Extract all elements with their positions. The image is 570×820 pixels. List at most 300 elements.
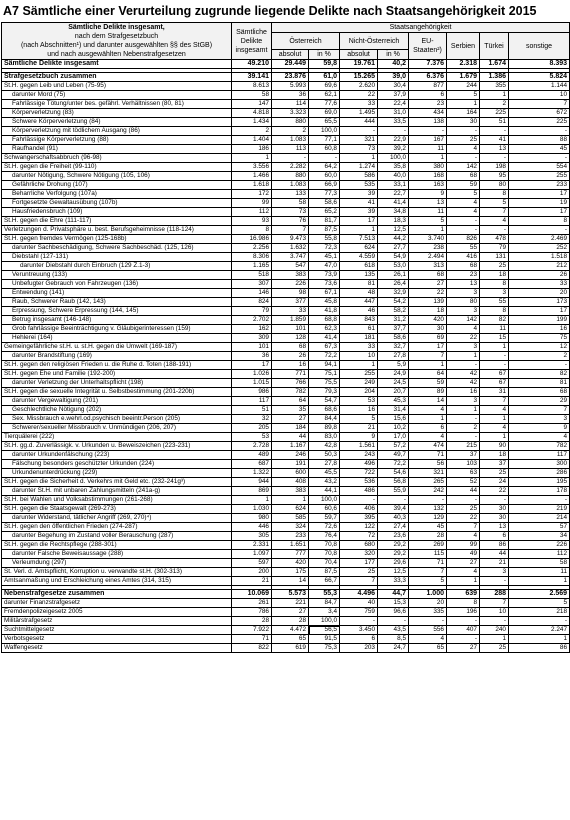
cell-value: 7: [447, 523, 480, 532]
cell-value: 226: [272, 280, 309, 289]
cell-value: 238: [409, 244, 447, 253]
cell-value: 69,0: [309, 109, 340, 118]
cell-value: 556: [409, 626, 447, 635]
cell-value: -: [480, 496, 509, 505]
cell-value: 20: [509, 289, 570, 298]
row-label: Strafgesetzbuch zusammen: [2, 73, 232, 82]
table-row: [2, 608, 570, 617]
header-serbia: Serbien: [447, 33, 480, 60]
cell-value: 8: [480, 280, 509, 289]
cell-value: -: [447, 361, 480, 370]
cell-value: 29,2: [378, 550, 409, 559]
cell-value: 447: [340, 298, 378, 307]
cell-value: 261: [232, 599, 272, 608]
cell-value: -: [480, 352, 509, 361]
cell-value: 47,0: [309, 262, 340, 271]
cell-value: 4: [409, 635, 447, 644]
cell-value: 7: [409, 352, 447, 361]
table-row: [2, 379, 570, 388]
cell-value: 68: [509, 388, 570, 397]
cell-value: 22: [340, 91, 378, 100]
cell-value: 226: [509, 541, 570, 550]
cell-value: 1.030: [232, 505, 272, 514]
cell-value: 129: [409, 514, 447, 523]
cell-value: 13: [409, 199, 447, 208]
cell-value: 24,5: [378, 379, 409, 388]
cell-value: 39: [340, 190, 378, 199]
cell-value: 178: [509, 487, 570, 496]
row-label: Entwendung (141): [2, 289, 232, 298]
row-label: Verleumdung (297): [2, 559, 232, 568]
cell-value: 446: [232, 523, 272, 532]
cell-value: 79,3: [309, 388, 340, 397]
cell-value: 86: [509, 644, 570, 653]
cell-value: 184: [272, 424, 309, 433]
row-label: St.H. gegen Leib und Leben (75-95): [2, 82, 232, 91]
cell-value: 59: [409, 379, 447, 388]
cell-value: 73,6: [309, 280, 340, 289]
cell-value: 25: [480, 469, 509, 478]
cell-value: 73: [272, 208, 309, 217]
row-label: darunter Mord (75): [2, 91, 232, 100]
cell-value: 84,7: [309, 599, 340, 608]
table-row: [2, 577, 570, 586]
cell-value: 618: [340, 262, 378, 271]
cell-value: 944: [232, 478, 272, 487]
cell-value: 34: [509, 532, 570, 541]
table-row: [2, 352, 570, 361]
cell-value: 214: [509, 514, 570, 523]
cell-value: 73: [340, 145, 378, 154]
row-label: Raufhandel (91): [2, 145, 232, 154]
cell-value: 90: [480, 442, 509, 451]
row-label: Tierquälerei (222): [2, 433, 232, 442]
cell-value: 225: [509, 118, 570, 127]
cell-value: 624: [340, 244, 378, 253]
cell-value: 29: [509, 397, 570, 406]
cell-value: 9: [509, 424, 570, 433]
cell-value: 3: [480, 289, 509, 298]
table-body: [2, 60, 570, 653]
cell-value: -: [447, 415, 480, 424]
row-label: darunter Vergewaltigung (201): [2, 397, 232, 406]
table-row: [2, 370, 570, 379]
cell-value: 1.561: [340, 442, 378, 451]
row-label: darunter Diebstahl durch Einbruch (129 Z.1-3): [2, 262, 232, 271]
cell-value: 27,7: [378, 244, 409, 253]
row-label: Verletzungen d. Privatsphäre u. best. Berufsgeheimnisse (118-124): [2, 226, 232, 235]
cell-value: 42: [447, 370, 480, 379]
header-austria: Österreich: [272, 33, 340, 50]
cell-value: 1: [480, 635, 509, 644]
table-row: [2, 91, 570, 100]
cell-value: 35,8: [378, 163, 409, 172]
cell-value: 65: [272, 635, 309, 644]
cell-value: 65: [409, 644, 447, 653]
table-row: [2, 208, 570, 217]
cell-value: 1.859: [272, 316, 309, 325]
cell-value: 489: [232, 451, 272, 460]
table-row: [2, 136, 570, 145]
cell-value: 11: [509, 568, 570, 577]
table-row: [2, 590, 570, 599]
cell-value: 18: [480, 451, 509, 460]
row-label: Erpressung, Schwere Erpressung (144, 145): [2, 307, 232, 316]
cell-value: 77,6: [309, 100, 340, 109]
header-line-3: (nach Abschnitten¹) und darunter ausgewählten §§ des StGB): [20, 42, 213, 49]
cell-value: 198: [480, 163, 509, 172]
header-non-austria-percent: in %: [378, 50, 409, 60]
cell-value: 486: [340, 487, 378, 496]
cell-value: 17: [409, 343, 447, 352]
cell-value: 255: [340, 370, 378, 379]
cell-value: 420: [272, 559, 309, 568]
cell-value: 8.393: [509, 60, 570, 69]
cell-value: 96,6: [378, 608, 409, 617]
cell-value: 45,1: [309, 253, 340, 262]
cell-value: 67: [480, 379, 509, 388]
cell-value: 30: [480, 505, 509, 514]
cell-value: 1: [509, 577, 570, 586]
cell-value: -: [509, 496, 570, 505]
cell-value: 21: [232, 577, 272, 586]
cell-value: 131: [480, 253, 509, 262]
cell-value: 14: [272, 577, 309, 586]
table-row: [2, 190, 570, 199]
cell-value: 1: [232, 154, 272, 163]
cell-value: 45: [409, 523, 447, 532]
cell-value: 5: [409, 217, 447, 226]
cell-value: 33,5: [378, 118, 409, 127]
row-label: Schwerer/sexueller Missbrauch v. Unmündigen (206, 207): [2, 424, 232, 433]
cell-value: 54,9: [378, 253, 409, 262]
cell-value: 10,2: [378, 424, 409, 433]
cell-value: 1: [272, 496, 309, 505]
cell-value: 142: [447, 316, 480, 325]
cell-value: 114: [272, 100, 309, 109]
cell-value: 8,5: [378, 635, 409, 644]
table-row: [2, 82, 570, 91]
cell-value: 1.386: [480, 73, 509, 82]
cell-value: 81: [509, 379, 570, 388]
row-label: Veruntreuung (133): [2, 271, 232, 280]
cell-value: 3: [447, 397, 480, 406]
cell-value: 135: [340, 271, 378, 280]
cell-value: 64,2: [309, 163, 340, 172]
cell-value: 62,3: [309, 325, 340, 334]
cell-value: 1.097: [232, 550, 272, 559]
cell-value: 30: [409, 325, 447, 334]
row-label: St.H. gegen die Sicherheit d. Verkehrs mit Geld etc. (232-241g³): [2, 478, 232, 487]
cell-value: 242: [409, 487, 447, 496]
cell-value: 42,8: [309, 442, 340, 451]
cell-value: 880: [272, 118, 309, 127]
cell-value: 6: [340, 635, 378, 644]
cell-value: 324: [272, 523, 309, 532]
row-label: darunter Widerstand, tätlicher Angriff (269, 270)⁴): [2, 514, 232, 523]
cell-value: 67,1: [309, 289, 340, 298]
cell-value: 36: [232, 352, 272, 361]
row-label: darunter St.H. mit unbaren Zahlungsmitteln (241a-g): [2, 487, 232, 496]
row-label: Beharrliche Verfolgung (107a): [2, 190, 232, 199]
cell-value: 54,7: [309, 397, 340, 406]
header-line-2: nach dem Strafgesetzbuch: [74, 33, 159, 40]
cell-value: 75,5: [309, 379, 340, 388]
cell-value: 16: [272, 361, 309, 370]
cell-value: 58: [272, 199, 309, 208]
cell-value: 75,1: [309, 370, 340, 379]
cell-value: 44: [447, 487, 480, 496]
row-label: Verbotsgesetz: [2, 635, 232, 644]
cell-value: 15.265: [340, 73, 378, 82]
cell-value: 3,4: [309, 608, 340, 617]
cell-value: 22,9: [378, 136, 409, 145]
cell-value: 15,6: [378, 415, 409, 424]
row-label: St.H. gegen den öffentlichen Frieden (274-287): [2, 523, 232, 532]
table-row: [2, 316, 570, 325]
table-row: [2, 541, 570, 550]
cell-value: 4: [447, 199, 480, 208]
cell-value: 4: [480, 424, 509, 433]
cell-value: 45: [509, 145, 570, 154]
cell-value: 4: [447, 208, 480, 217]
cell-value: 32: [232, 415, 272, 424]
cell-value: 27,4: [378, 523, 409, 532]
cell-value: 37,7: [378, 325, 409, 334]
cell-value: 55: [447, 244, 480, 253]
cell-value: 40,3: [378, 514, 409, 523]
cell-value: 37,9: [378, 91, 409, 100]
cell-value: -: [309, 154, 340, 163]
cell-value: 18,3: [378, 217, 409, 226]
table-row: [2, 154, 570, 163]
cell-value: 5: [447, 91, 480, 100]
cell-value: 5,9: [378, 361, 409, 370]
cell-value: 205: [232, 424, 272, 433]
cell-value: 307: [232, 280, 272, 289]
cell-value: 23: [409, 100, 447, 109]
row-label: St.H. gegen Ehe und Familie (192-200): [2, 370, 232, 379]
cell-value: 29,6: [378, 559, 409, 568]
cell-value: 3: [480, 568, 509, 577]
cell-value: 1: [232, 496, 272, 505]
cell-value: 58,6: [378, 334, 409, 343]
cell-value: 286: [509, 469, 570, 478]
cell-value: 395: [340, 514, 378, 523]
cell-value: 31,0: [378, 109, 409, 118]
cell-value: 186: [232, 145, 272, 154]
cell-value: 1.618: [232, 181, 272, 190]
cell-value: 869: [232, 487, 272, 496]
row-label: darunter Begehung im Zustand voller Berauschung (287): [2, 532, 232, 541]
cell-value: 88: [509, 136, 570, 145]
table-row: [2, 226, 570, 235]
table-row: [2, 343, 570, 352]
cell-value: 67,3: [309, 343, 340, 352]
header-nationality: Staatsangehörigkeit: [272, 23, 570, 33]
row-label: Grob fahrlässige Beeinträchtigung v. Gläubigerinteressen (159): [2, 325, 232, 334]
table-row: [2, 424, 570, 433]
cell-value: 55,8: [309, 235, 340, 244]
table-row: [2, 217, 570, 226]
cell-value: 27,8: [309, 460, 340, 469]
row-label: Fahrlässige Körperverletzung (88): [2, 136, 232, 145]
cell-value: 41,4: [309, 334, 340, 343]
cell-value: 9: [409, 190, 447, 199]
cell-value: 196: [447, 608, 480, 617]
cell-value: 8: [232, 226, 272, 235]
cell-value: 82: [509, 370, 570, 379]
cell-value: 2.620: [340, 82, 378, 91]
cell-value: 23.876: [272, 73, 309, 82]
header-line-1: Sämtliche Delikte insgesamt,: [68, 24, 165, 31]
row-label: Fälschung besonders geschützter Urkunden (224): [2, 460, 232, 469]
table-row: [2, 100, 570, 109]
cell-value: -: [409, 496, 447, 505]
cell-value: 225: [480, 109, 509, 118]
header-eu: EU-Staaten²): [409, 33, 447, 60]
cell-value: 91,5: [309, 635, 340, 644]
cell-value: 72: [340, 532, 378, 541]
cell-value: 39.141: [232, 73, 272, 82]
cell-value: 22: [409, 289, 447, 298]
cell-value: 68: [447, 172, 480, 181]
cell-value: -: [447, 226, 480, 235]
cell-value: -: [447, 433, 480, 442]
cell-value: 27: [272, 415, 309, 424]
cell-value: 478: [480, 235, 509, 244]
cell-value: 6: [409, 91, 447, 100]
cell-value: -: [378, 496, 409, 505]
table-row: [2, 298, 570, 307]
cell-value: 41: [480, 136, 509, 145]
cell-value: 321: [409, 469, 447, 478]
cell-value: 2.256: [232, 244, 272, 253]
cell-value: 249: [340, 379, 378, 388]
cell-value: 20,7: [378, 388, 409, 397]
cell-value: 824: [232, 298, 272, 307]
cell-value: 101: [232, 343, 272, 352]
cell-value: 6.376: [409, 73, 447, 82]
cell-value: 139: [409, 298, 447, 307]
cell-value: 4: [447, 145, 480, 154]
cell-value: -: [509, 154, 570, 163]
cell-value: 113: [272, 145, 309, 154]
cell-value: 1.651: [272, 541, 309, 550]
cell-value: 23,6: [378, 532, 409, 541]
cell-value: 51: [232, 406, 272, 415]
cell-value: 115: [409, 550, 447, 559]
cell-value: 33: [340, 100, 378, 109]
cell-value: 15,3: [378, 599, 409, 608]
cell-value: 32,9: [378, 289, 409, 298]
cell-value: 4.818: [232, 109, 272, 118]
cell-value: 786: [232, 608, 272, 617]
table-row: [2, 433, 570, 442]
cell-value: 4.496: [340, 590, 378, 599]
cell-value: 39: [340, 208, 378, 217]
cell-value: 1: [409, 226, 447, 235]
table-row: [2, 442, 570, 451]
cell-value: 100,0: [378, 154, 409, 163]
cell-value: 75: [509, 334, 570, 343]
cell-value: 77,3: [309, 190, 340, 199]
cell-value: 122: [340, 523, 378, 532]
cell-value: 49.210: [232, 60, 272, 69]
cell-value: 2: [272, 127, 309, 136]
cell-value: 554: [509, 163, 570, 172]
cell-value: 33: [340, 343, 378, 352]
row-label: Körperverletzung (83): [2, 109, 232, 118]
cell-value: 212: [509, 262, 570, 271]
cell-value: 34,8: [378, 208, 409, 217]
cell-value: 13: [480, 523, 509, 532]
cell-value: 25: [447, 136, 480, 145]
cell-value: 25: [447, 505, 480, 514]
cell-value: 4: [447, 568, 480, 577]
row-label: Gefährliche Drohung (107): [2, 181, 232, 190]
cell-value: 6: [480, 532, 509, 541]
header-other: sonstige: [509, 33, 570, 60]
cell-value: 24,7: [378, 644, 409, 653]
cell-value: 7: [480, 397, 509, 406]
cell-value: 56,8: [378, 478, 409, 487]
cell-value: 269: [409, 541, 447, 550]
cell-value: 68,8: [309, 316, 340, 325]
cell-value: 1.144: [509, 82, 570, 91]
cell-value: 25: [480, 262, 509, 271]
table-row: [2, 514, 570, 523]
table-row: [2, 361, 570, 370]
cell-value: 100,0: [309, 496, 340, 505]
table-row: [2, 644, 570, 653]
row-label: Gemeingefährliche st.H. u. st.H. gegen die Umwelt (169-187): [2, 343, 232, 352]
row-label: darunter Nötigung, Schwere Nötigung (105, 106): [2, 172, 232, 181]
cell-value: 1.015: [232, 379, 272, 388]
cell-value: 132: [409, 505, 447, 514]
cell-value: 36: [272, 91, 309, 100]
cell-value: 62,1: [309, 91, 340, 100]
cell-value: 39,0: [378, 73, 409, 82]
cell-value: 5.993: [272, 82, 309, 91]
cell-value: 138: [409, 118, 447, 127]
cell-value: 1.083: [272, 136, 309, 145]
cell-value: 619: [272, 644, 309, 653]
cell-value: 52: [447, 478, 480, 487]
table-row: [2, 406, 570, 415]
cell-value: 72,6: [309, 523, 340, 532]
cell-value: 33,1: [378, 181, 409, 190]
cell-value: 28: [232, 617, 272, 626]
cell-value: 5: [509, 599, 570, 608]
cell-value: 43,2: [309, 478, 340, 487]
cell-value: 37: [447, 451, 480, 460]
cell-value: 2.494: [409, 253, 447, 262]
cell-value: 22: [447, 514, 480, 523]
row-label: darunter Falsche Beweisaussage (288): [2, 550, 232, 559]
cell-value: 4: [447, 325, 480, 334]
cell-value: 55,3: [309, 590, 340, 599]
cell-value: 2: [447, 424, 480, 433]
cell-value: -: [480, 577, 509, 586]
cell-value: 980: [232, 514, 272, 523]
cell-value: 5: [409, 577, 447, 586]
cell-value: 41,8: [309, 307, 340, 316]
cell-value: 30: [447, 118, 480, 127]
cell-value: 87,5: [309, 568, 340, 577]
table-row: [2, 280, 570, 289]
cell-value: 29.449: [272, 60, 309, 69]
